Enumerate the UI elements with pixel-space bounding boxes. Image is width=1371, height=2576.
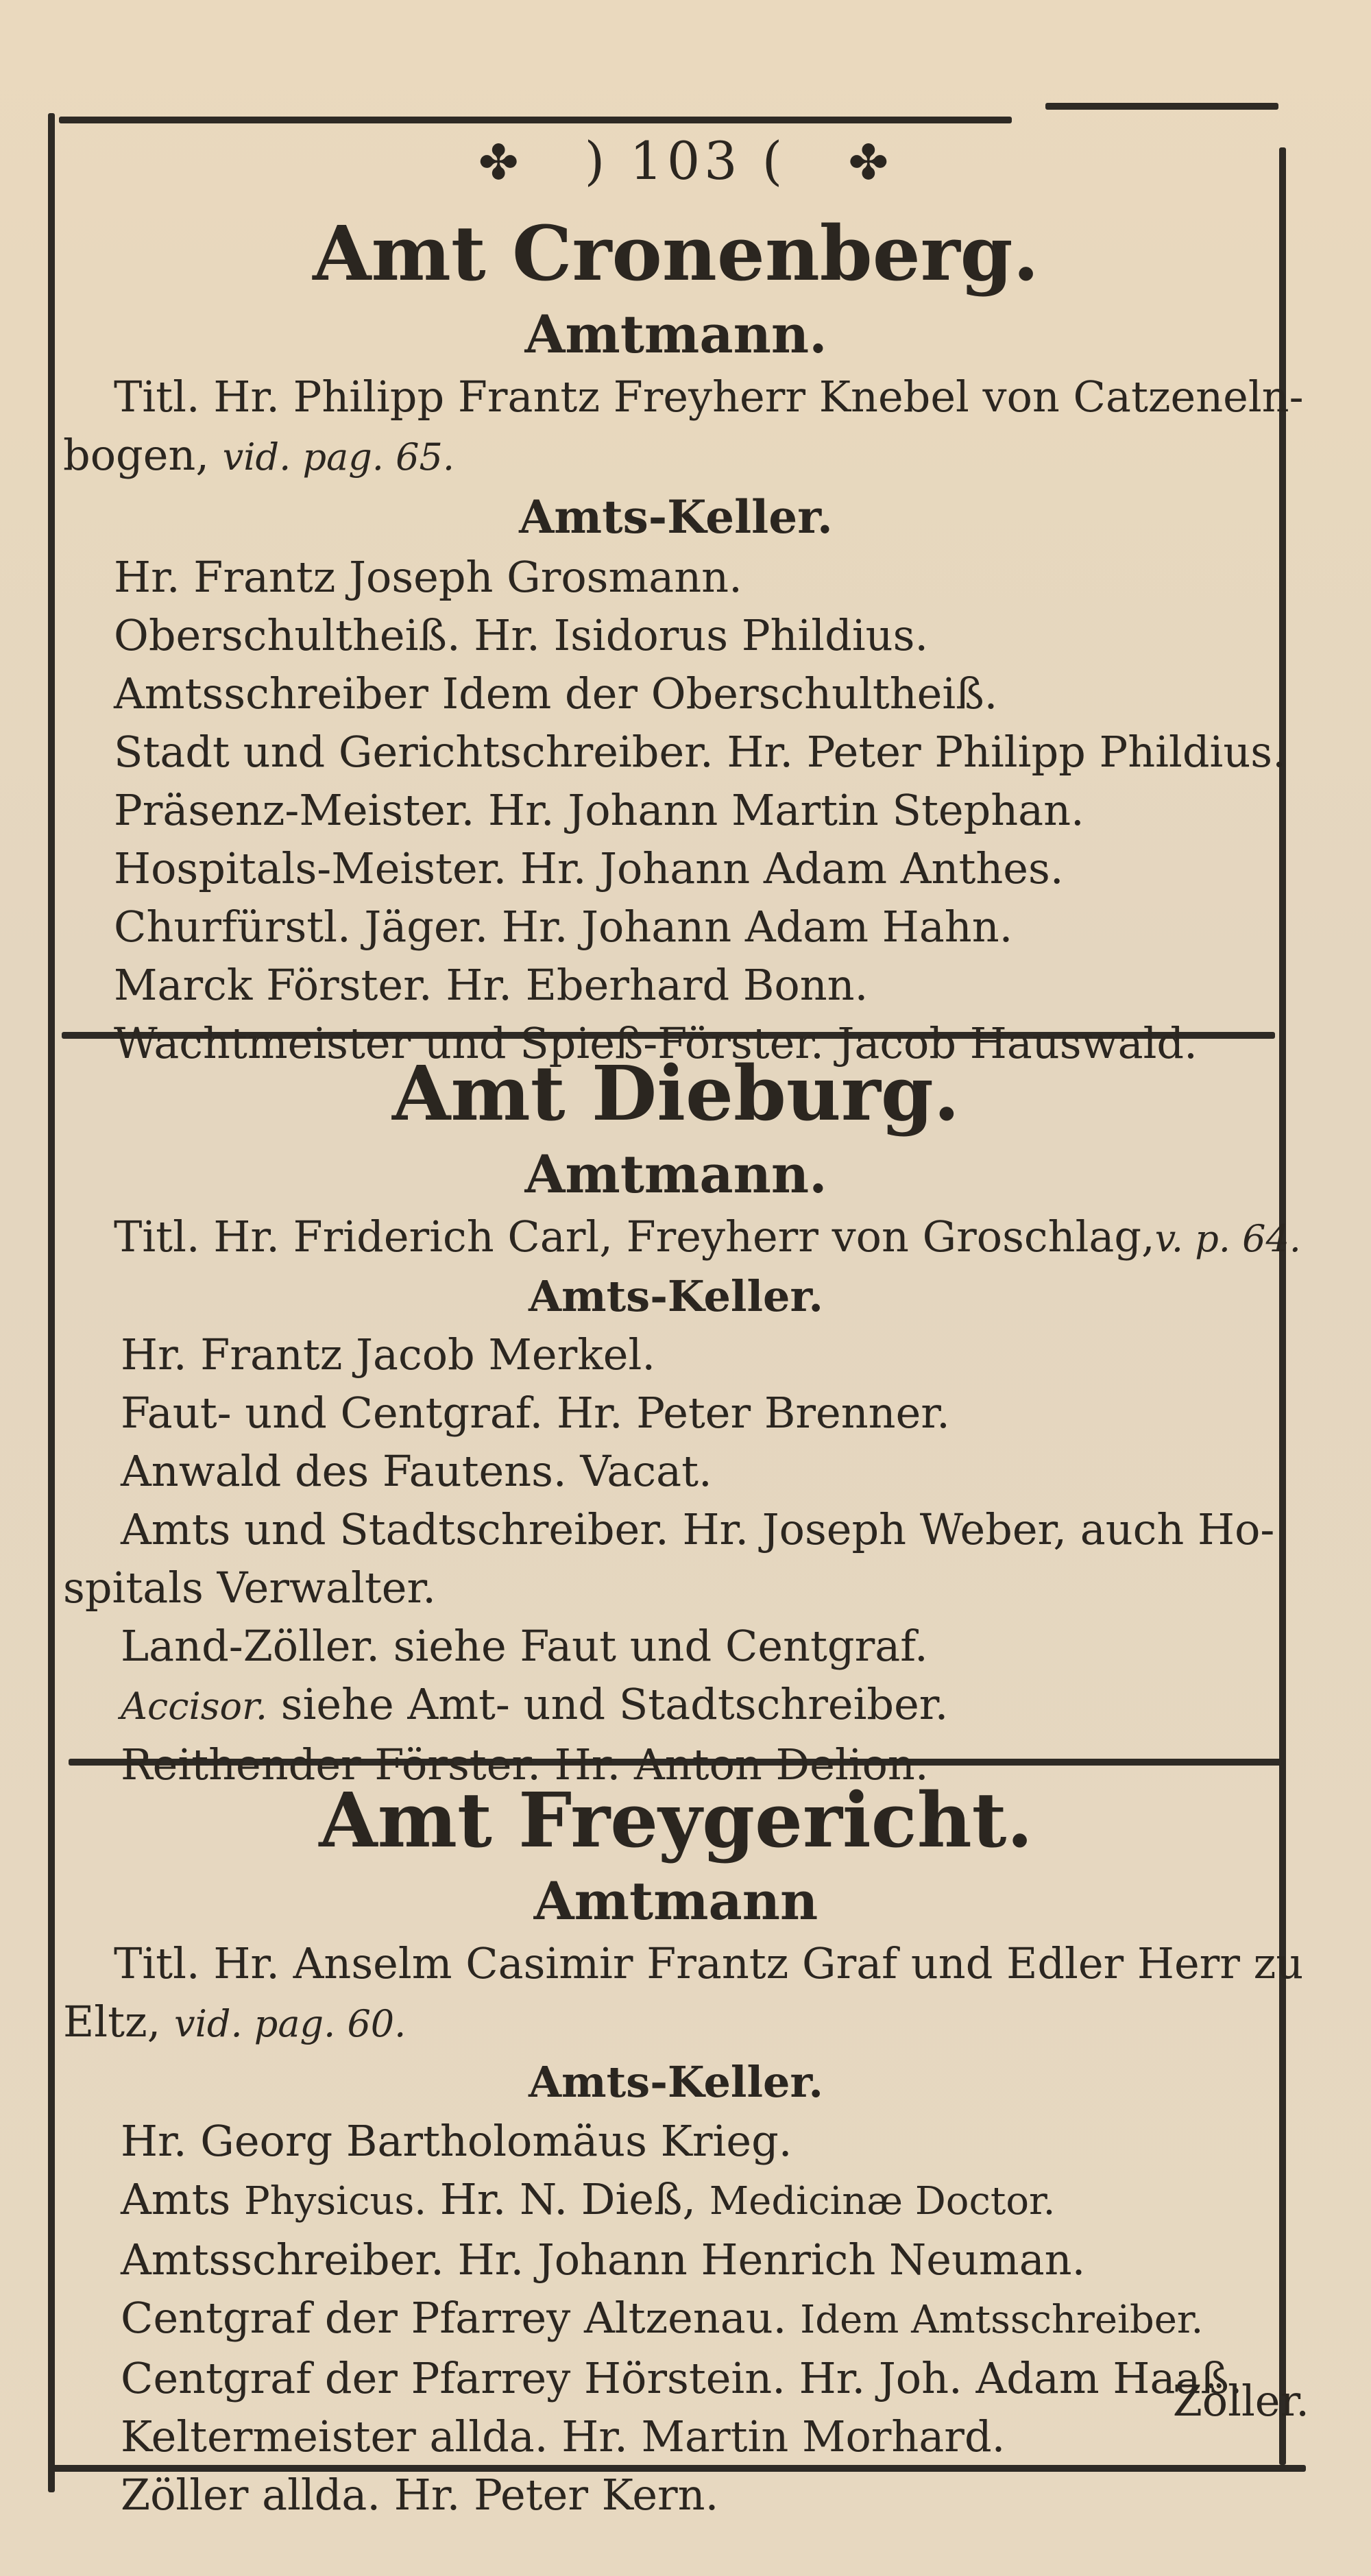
entry-line: Hospitals-Meister. Hr. Johann Adam Anthes.: [114, 843, 1064, 893]
entry-line: Amts Physicus. Hr. N. Dieß, Medicinæ Doctor.: [121, 2174, 1056, 2224]
top-rule-right: [1045, 103, 1278, 110]
catchword: Zöller.: [1172, 2376, 1309, 2426]
entry-line: Zöller allda. Hr. Peter Kern.: [121, 2470, 719, 2520]
section-title: Amt Dieburg.: [391, 1049, 960, 1137]
entry-line: Titl. Hr. Philipp Frantz Freyherr Knebel von Catzeneln-: [114, 372, 1304, 422]
entry-line: Wachtmeister und Spieß-Förster. Jacob Hauswald.: [114, 1018, 1198, 1068]
top-rule-left: [59, 117, 1012, 123]
entry-line: Oberschultheiß. Hr. Isidorus Phildius.: [114, 610, 929, 660]
section-title: Amt Freygericht.: [319, 1776, 1033, 1864]
entry-line: Land-Zöller. siehe Faut und Centgraf.: [121, 1621, 928, 1671]
subheading: Amts-Keller.: [528, 1271, 824, 1321]
section-cronenberg: [59, 206, 1304, 1072]
entry-line: Accisor. siehe Amt- und Stadtschreiber.: [121, 1679, 949, 1729]
entry-line: Eltz, vid. pag. 60.: [63, 1997, 407, 2047]
entry-line: Amtsschreiber Idem der Oberschultheiß.: [114, 669, 998, 719]
left-border: [48, 113, 55, 2492]
section-title: Amt Cronenberg.: [313, 209, 1039, 298]
subheading: Amts-Keller.: [519, 490, 833, 544]
entry-line: Hr. Georg Bartholomäus Krieg.: [121, 2116, 792, 2166]
entry-line: Stadt und Gerichtschreiber. Hr. Peter Philipp Phildius.: [114, 727, 1286, 777]
entry-line: bogen, vid. pag. 65.: [63, 430, 454, 480]
entry-line: Centgraf der Pfarrey Altzenau. Idem Amtsschreiber.: [121, 2293, 1204, 2343]
entry-line: Titl. Hr. Anselm Casimir Frantz Graf und Edler Herr zu: [114, 1938, 1304, 1988]
entry-line: Amtsschreiber. Hr. Johann Henrich Neuman.: [121, 2235, 1086, 2285]
entry-line: Präsenz-Meister. Hr. Johann Martin Stephan.: [114, 785, 1084, 835]
subheading: Amts-Keller.: [528, 2057, 824, 2107]
entry-line: Hr. Frantz Jacob Merkel.: [121, 1329, 656, 1380]
entry-line: Titl. Hr. Friderich Carl, Freyherr von Groschlag,v. p. 64.: [114, 1212, 1301, 1262]
entry-line: Hr. Frantz Joseph Grosmann.: [114, 552, 742, 602]
entry-line: Anwald des Fautens. Vacat.: [121, 1446, 712, 1496]
entry-line: Amts und Stadtschreiber. Hr. Joseph Weber, auch Ho-: [121, 1504, 1275, 1554]
ornament-left-icon: ✤: [478, 134, 523, 191]
page-number: ) 103 (: [584, 130, 787, 191]
entry-line: Faut- und Centgraf. Hr. Peter Brenner.: [121, 1388, 950, 1438]
entry-line: Churfürstl. Jäger. Hr. Johann Adam Hahn.: [114, 902, 1013, 952]
entry-line: Centgraf der Pfarrey Hörstein. Hr. Joh. Adam Haaß.: [121, 2353, 1243, 2403]
page-header: [0, 130, 1371, 191]
entry-line: Keltermeister allda. Hr. Martin Morhard.: [121, 2411, 1006, 2461]
section-freygericht: [59, 1772, 1304, 2524]
entry-line: spitals Verwalter.: [63, 1563, 436, 1613]
entry-line: Marck Förster. Hr. Eberhard Bonn.: [114, 960, 869, 1010]
section-role: Amtmann: [533, 1870, 818, 1931]
ornament-right-icon: ✤: [848, 134, 893, 191]
entry-line: Reithender Förster. Hr. Anton Delion.: [121, 1740, 929, 1790]
section-role: Amtmann.: [524, 1144, 827, 1205]
section-dieburg: [59, 1046, 1301, 1794]
section-role: Amtmann.: [524, 304, 827, 365]
